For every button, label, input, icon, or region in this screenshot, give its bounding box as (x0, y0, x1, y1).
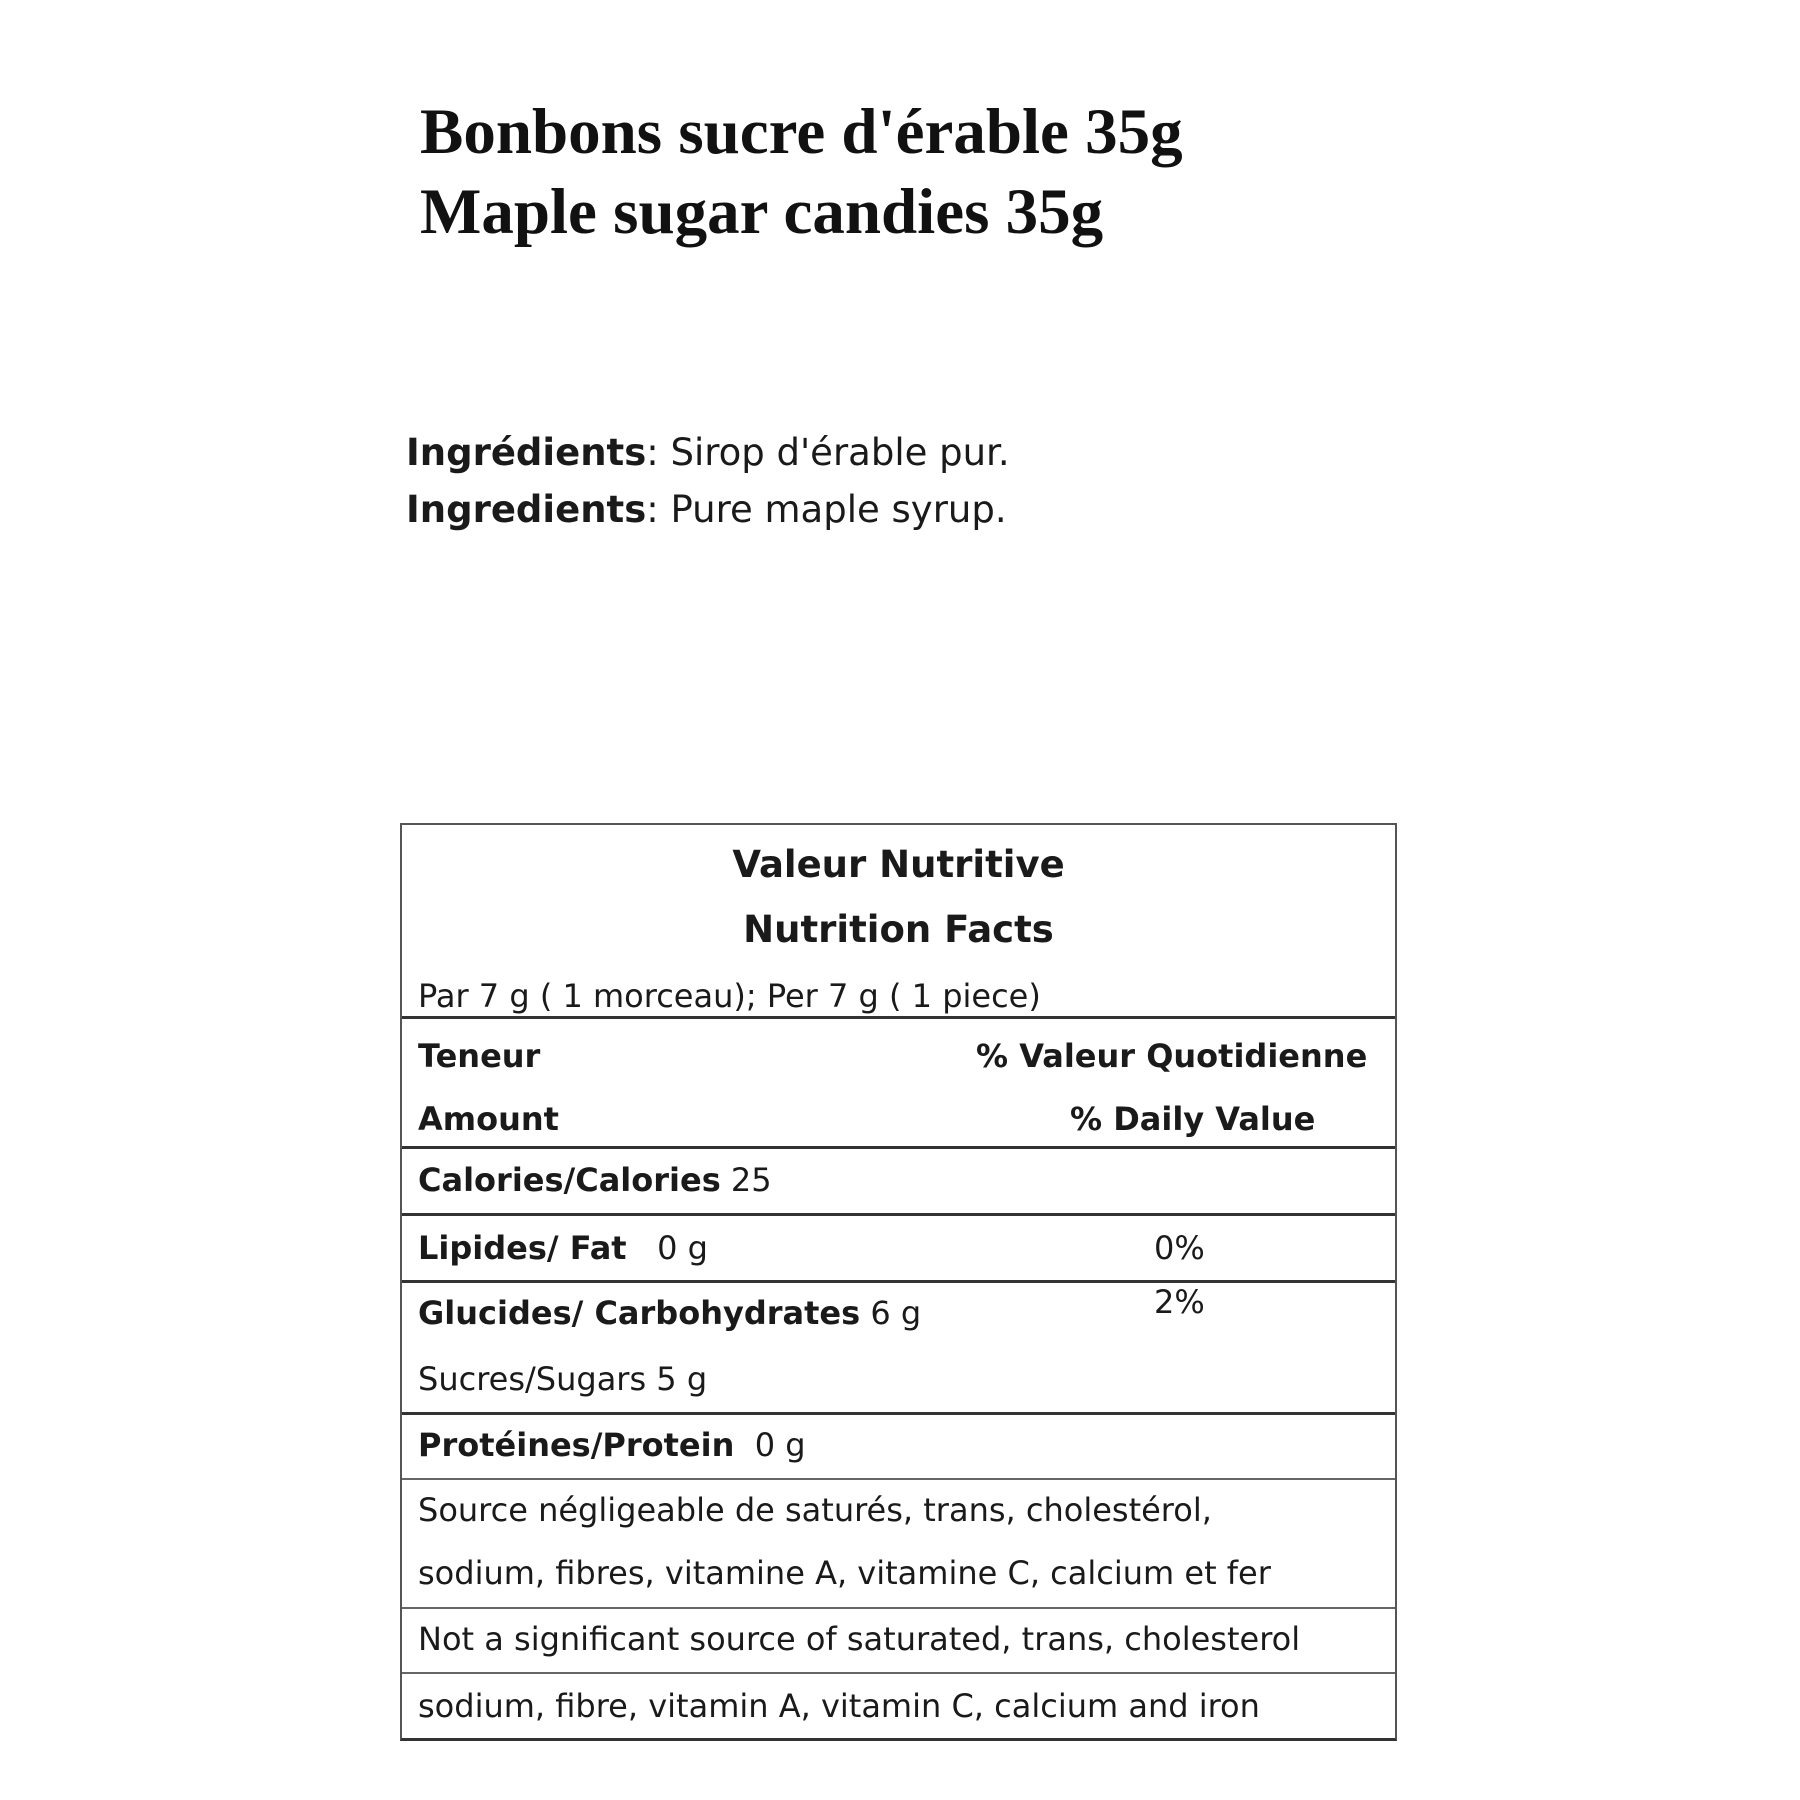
footnote-english-line-2: sodium, fibre, vitamin A, vitamin C, calcium and iron (418, 1687, 1260, 1725)
carbohydrates-value: 6 g (870, 1294, 922, 1332)
fat-row (402, 1216, 1395, 1283)
column-header-row (402, 1019, 1395, 1149)
protein-label: Protéines/Protein (418, 1426, 735, 1464)
nutrition-title-english: Nutrition Facts (743, 908, 1054, 951)
nutrition-facts-table (400, 823, 1397, 1741)
carbohydrates-row (402, 1283, 1395, 1415)
protein-value: 0 g (754, 1426, 806, 1464)
fat-value: 0 g (657, 1229, 708, 1267)
fat-label: Lipides/ Fat (418, 1229, 627, 1267)
carbohydrates-cell (418, 1294, 921, 1332)
daily-value-header-french: % Valeur Quotidienne (976, 1037, 1368, 1075)
protein-cell (418, 1426, 806, 1464)
footnote-french-row (402, 1480, 1395, 1609)
ingredients-french-label: Ingrédients (406, 431, 647, 474)
ingredients-english (406, 481, 1010, 538)
amount-header-english: Amount (418, 1100, 559, 1138)
nutrition-facts-header (402, 825, 1395, 1019)
sugars-cell: Sucres/Sugars 5 g (418, 1360, 708, 1398)
nutrition-title-french: Valeur Nutritive (732, 843, 1065, 886)
protein-row (402, 1415, 1395, 1480)
footnote-english-row-2 (402, 1674, 1395, 1739)
footnote-french-line-2: sodium, fibres, vitamine A, vitamine C, calcium et fer (418, 1554, 1271, 1592)
fat-cell (418, 1229, 708, 1267)
calories-label: Calories/Calories (418, 1161, 721, 1199)
product-title-french: Bonbons sucre d'érable 35g (420, 96, 1183, 168)
footnote-english-line-1: Not a significant source of saturated, trans, cholesterol (418, 1620, 1301, 1658)
ingredients-section (406, 424, 1010, 538)
daily-value-header-english: % Daily Value (1070, 1100, 1316, 1138)
carbohydrates-label: Glucides/ Carbohydrates (418, 1294, 861, 1332)
footnote-english-row-1 (402, 1609, 1395, 1674)
ingredients-english-text: : Pure maple syrup. (646, 488, 1007, 531)
carbohydrates-daily-value: 2% (1154, 1283, 1205, 1321)
serving-size: Par 7 g ( 1 morceau); Per 7 g ( 1 piece) (418, 977, 1041, 1015)
calories-row (402, 1149, 1395, 1216)
calories-cell (418, 1161, 772, 1199)
product-title-english: Maple sugar candies 35g (420, 176, 1104, 248)
ingredients-french-text: : Sirop d'érable pur. (646, 431, 1010, 474)
product-title (420, 92, 1183, 252)
ingredients-english-label: Ingredients (406, 488, 647, 531)
calories-value: 25 (730, 1161, 772, 1199)
fat-daily-value: 0% (1154, 1229, 1205, 1267)
footnote-french-line-1: Source négligeable de saturés, trans, cholestérol, (418, 1491, 1212, 1529)
amount-header-french: Teneur (418, 1037, 541, 1075)
ingredients-french (406, 424, 1010, 481)
